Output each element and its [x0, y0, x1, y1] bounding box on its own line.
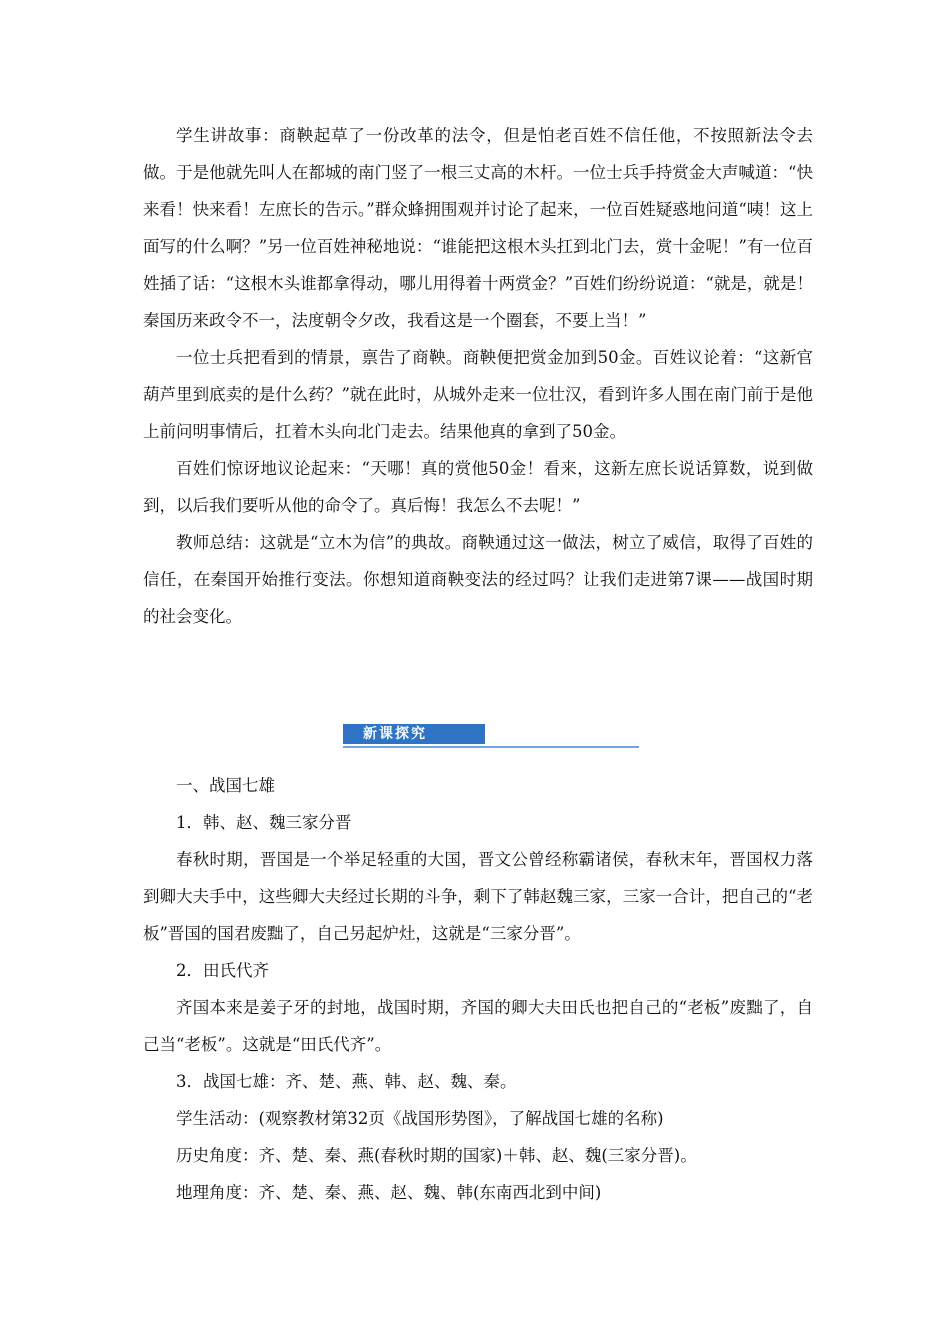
student-activity-line: 学生活动：(观察教材第32页《战国形势图》，了解战国七雄的名称): [176, 1109, 664, 1128]
section-text: [143, 767, 813, 1211]
section-banner: [343, 724, 639, 748]
soldier-paragraph: 一位士兵把看到的情景，禀告了商鞅。商鞅便把赏金加到50金。百姓议论着：“这新官葫芦里到底卖的是什么药？”就在此时，从城外走来一位壮汉，看到许多人围在南门前于是他上前问明事情后，扛着木头向北门走去。结果他真的拿到了50金。: [143, 348, 813, 441]
three-families-paragraph: 春秋时期，晋国是一个举足轻重的大国，晋文公曾经称霸诸侯，春秋末年，晋国权力落到卿大夫手中，这些卿大夫经过长期的斗争，剩下了韩赵魏三家，三家一合计，把自己的“老板”晋国的国君废黜了，自己另起炉灶，这就是“三家分晋”。: [143, 850, 813, 943]
tian-qi-paragraph: 齐国本来是姜子牙的封地，战国时期，齐国的卿大夫田氏也把自己的“老板”废黜了，自己当“老板”。这就是“田氏代齐”。: [143, 998, 813, 1054]
banner-tick-decoration: [468, 724, 471, 744]
story-paragraph: 学生讲故事：商鞅起草了一份改革的法令，但是怕老百姓不信任他，不按照新法令去做。于是他就先叫人在都城的南门竖了一根三丈高的木杆。一位士兵手持赏金大声喊道：“快来看！快来看！左庶长的告示。”群众蜂拥围观并讨论了起来，一位百姓疑惑地问道“咦！这上面写的什么啊？”另一位百姓神秘地说：“谁能把这根木头扛到北门去，赏十金呢！”有一位百姓插了话：“这根木头谁都拿得动，哪儿用得着十两赏金？”百姓们纷纷说道：“就是，就是！秦国历来政令不一，法度朝令夕改，我看这是一个圈套，不要上当！”: [143, 126, 813, 330]
reaction-paragraph: 百姓们惊讶地议论起来：“天哪！真的赏他50金！看来，这新左庶长说话算数，说到做到，以后我们要听从他的命令了。真后悔！我怎么不去呢！”: [143, 459, 813, 515]
subheading-three-families: 1．韩、赵、魏三家分晋: [176, 813, 352, 832]
subheading-seven-states-list: 3．战国七雄：齐、楚、燕、韩、赵、魏、秦。: [176, 1072, 517, 1091]
geography-angle-line: 地理角度：齐、楚、秦、燕、赵、魏、韩(东南西北到中间): [176, 1183, 602, 1202]
subheading-tian-qi: 2．田氏代齐: [176, 961, 269, 980]
heading-seven-states: 一、战国七雄: [176, 776, 275, 795]
intro-text: [143, 117, 813, 635]
section-banner-label: 新课探究: [343, 724, 485, 744]
banner-underline: [343, 746, 639, 748]
history-angle-line: 历史角度：齐、楚、秦、燕(春秋时期的国家)＋韩、赵、魏(三家分晋)。: [176, 1146, 697, 1165]
teacher-summary-paragraph: 教师总结：这就是“立木为信”的典故。商鞅通过这一做法，树立了威信，取得了百姓的信任，在秦国开始推行变法。你想知道商鞅变法的经过吗？让我们走进第7课——战国时期的社会变化。: [143, 533, 813, 626]
